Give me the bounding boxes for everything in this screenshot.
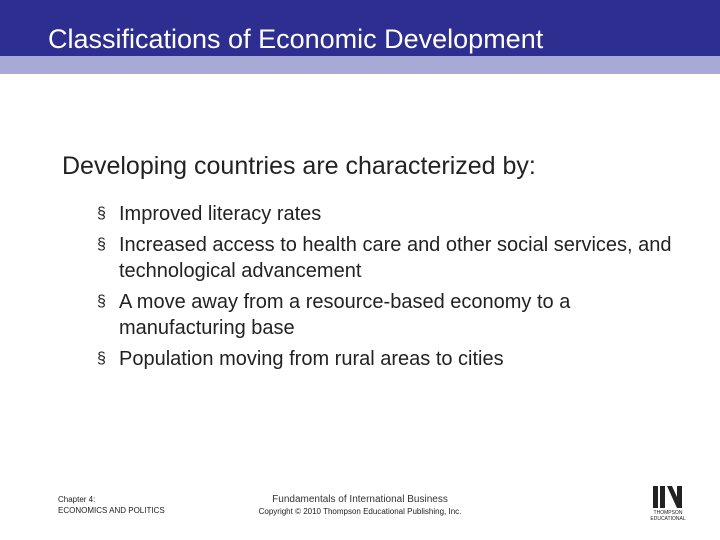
logo-line-2: EDUCATIONAL bbox=[650, 516, 686, 522]
slide-heading: Developing countries are characterized by: bbox=[62, 152, 536, 180]
chapter-title: ECONOMICS AND POLITICS bbox=[58, 506, 165, 515]
bullet-marker: § bbox=[97, 350, 106, 367]
bullet-text: Population moving from rural areas to cities bbox=[119, 348, 504, 370]
bullet-text: Improved literacy rates bbox=[119, 203, 322, 225]
title-bar bbox=[0, 0, 720, 56]
copyright-text: Copyright © 2010 Thompson Educational Publishing, Inc. bbox=[258, 507, 462, 516]
publisher-logo bbox=[648, 484, 688, 524]
chapter-number: Chapter 4: bbox=[58, 495, 96, 504]
list-item bbox=[97, 346, 677, 372]
bullet-text: Increased access to health care and other social services, and technological advancement bbox=[119, 234, 672, 282]
publisher-logo-icon bbox=[648, 484, 688, 510]
list-item bbox=[97, 289, 677, 341]
bullet-marker: § bbox=[97, 205, 106, 222]
course-title: Fundamentals of International Business bbox=[272, 494, 448, 505]
logo-wordmark bbox=[648, 510, 688, 522]
slide-title: Classifications of Economic Development bbox=[48, 24, 544, 54]
title-stripe bbox=[0, 56, 720, 74]
list-item bbox=[97, 201, 677, 227]
bullet-text: A move away from a resource-based economy to a manufacturing base bbox=[119, 291, 571, 339]
logo-line-1: THOMPSON bbox=[653, 510, 683, 516]
footer-chapter bbox=[58, 494, 165, 516]
bullet-list bbox=[97, 201, 677, 377]
list-item bbox=[97, 232, 677, 284]
footer-course bbox=[240, 494, 480, 518]
bullet-marker: § bbox=[97, 236, 106, 253]
bullet-marker: § bbox=[97, 293, 106, 310]
